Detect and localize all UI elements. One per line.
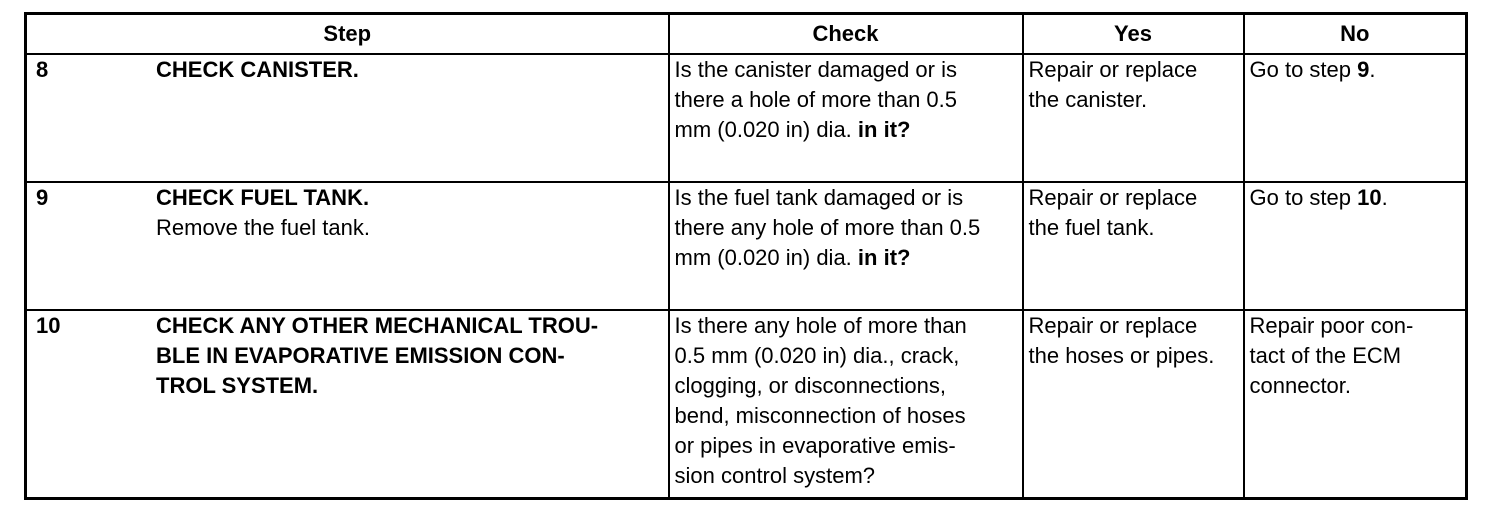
check-line-text: mm (0.020 in) dia. [674,117,852,142]
step-title-line: CHECK ANY OTHER MECHANICAL TROU- [156,313,599,338]
yes-cell [1023,54,1244,182]
yes-line: Repair or replace [1028,185,1198,210]
no-suffix: . [1369,57,1376,82]
check-line: Is the canister damaged or is [674,57,957,82]
yes-cell [1023,310,1244,499]
check-cell [669,182,1023,310]
step-title: CHECK FUEL TANK. [156,185,370,210]
check-line: there any hole of more than 0.5 [674,215,981,240]
yes-cell [1023,182,1244,310]
header-check: Check [669,14,1023,55]
check-line [675,115,1022,145]
header-yes: Yes [1023,14,1244,55]
check-line-text: mm (0.020 in) dia. [674,245,852,270]
check-line: sion control system? [674,463,876,488]
step-title-line: TROL SYSTEM. [156,373,319,398]
yes-line: the hoses or pipes. [1028,343,1215,368]
no-line [1250,55,1466,85]
table-row [26,54,1467,182]
no-suffix: . [1381,185,1388,210]
check-line [675,243,1022,273]
no-prefix: Go to step [1249,185,1352,210]
table-row [26,310,1467,499]
check-line-bold: in it? [857,117,911,142]
step-cell [26,182,669,310]
check-cell [669,310,1023,499]
no-line: connector. [1249,373,1352,398]
step-instruction: Remove the fuel tank. [156,215,371,240]
check-line: bend, misconnection of hoses [674,403,966,428]
step-number: 9 [36,185,49,210]
check-line: Is the fuel tank damaged or is [674,185,964,210]
yes-line: Repair or replace [1028,57,1198,82]
step-title: CHECK CANISTER. [156,57,359,82]
no-line: Repair poor con- [1249,313,1414,338]
yes-line: the fuel tank. [1028,215,1155,240]
yes-line: the canister. [1028,87,1148,112]
step-cell [26,310,669,499]
no-step-number: 9 [1357,57,1370,82]
no-cell [1244,310,1467,499]
diagnostic-table [24,12,1468,500]
no-cell [1244,54,1467,182]
no-step-number: 10 [1357,185,1382,210]
yes-line: Repair or replace [1028,313,1198,338]
check-cell [669,54,1023,182]
check-line-bold: in it? [857,245,911,270]
check-line: clogging, or disconnections, [674,373,946,398]
step-number: 8 [36,57,49,82]
header-row [26,14,1467,55]
table-row [26,182,1467,310]
check-line: there a hole of more than 0.5 [674,87,958,112]
step-number: 10 [36,313,61,338]
no-prefix: Go to step [1249,57,1352,82]
check-line: 0.5 mm (0.020 in) dia., crack, [674,343,960,368]
step-cell [26,54,669,182]
no-line: tact of the ECM [1249,343,1402,368]
check-line: or pipes in evaporative emis- [674,433,956,458]
no-line [1250,183,1466,213]
step-title-line: BLE IN EVAPORATIVE EMISSION CON- [156,343,565,368]
header-no: No [1244,14,1467,55]
check-line: Is there any hole of more than [674,313,967,338]
header-step: Step [26,14,669,55]
no-cell [1244,182,1467,310]
